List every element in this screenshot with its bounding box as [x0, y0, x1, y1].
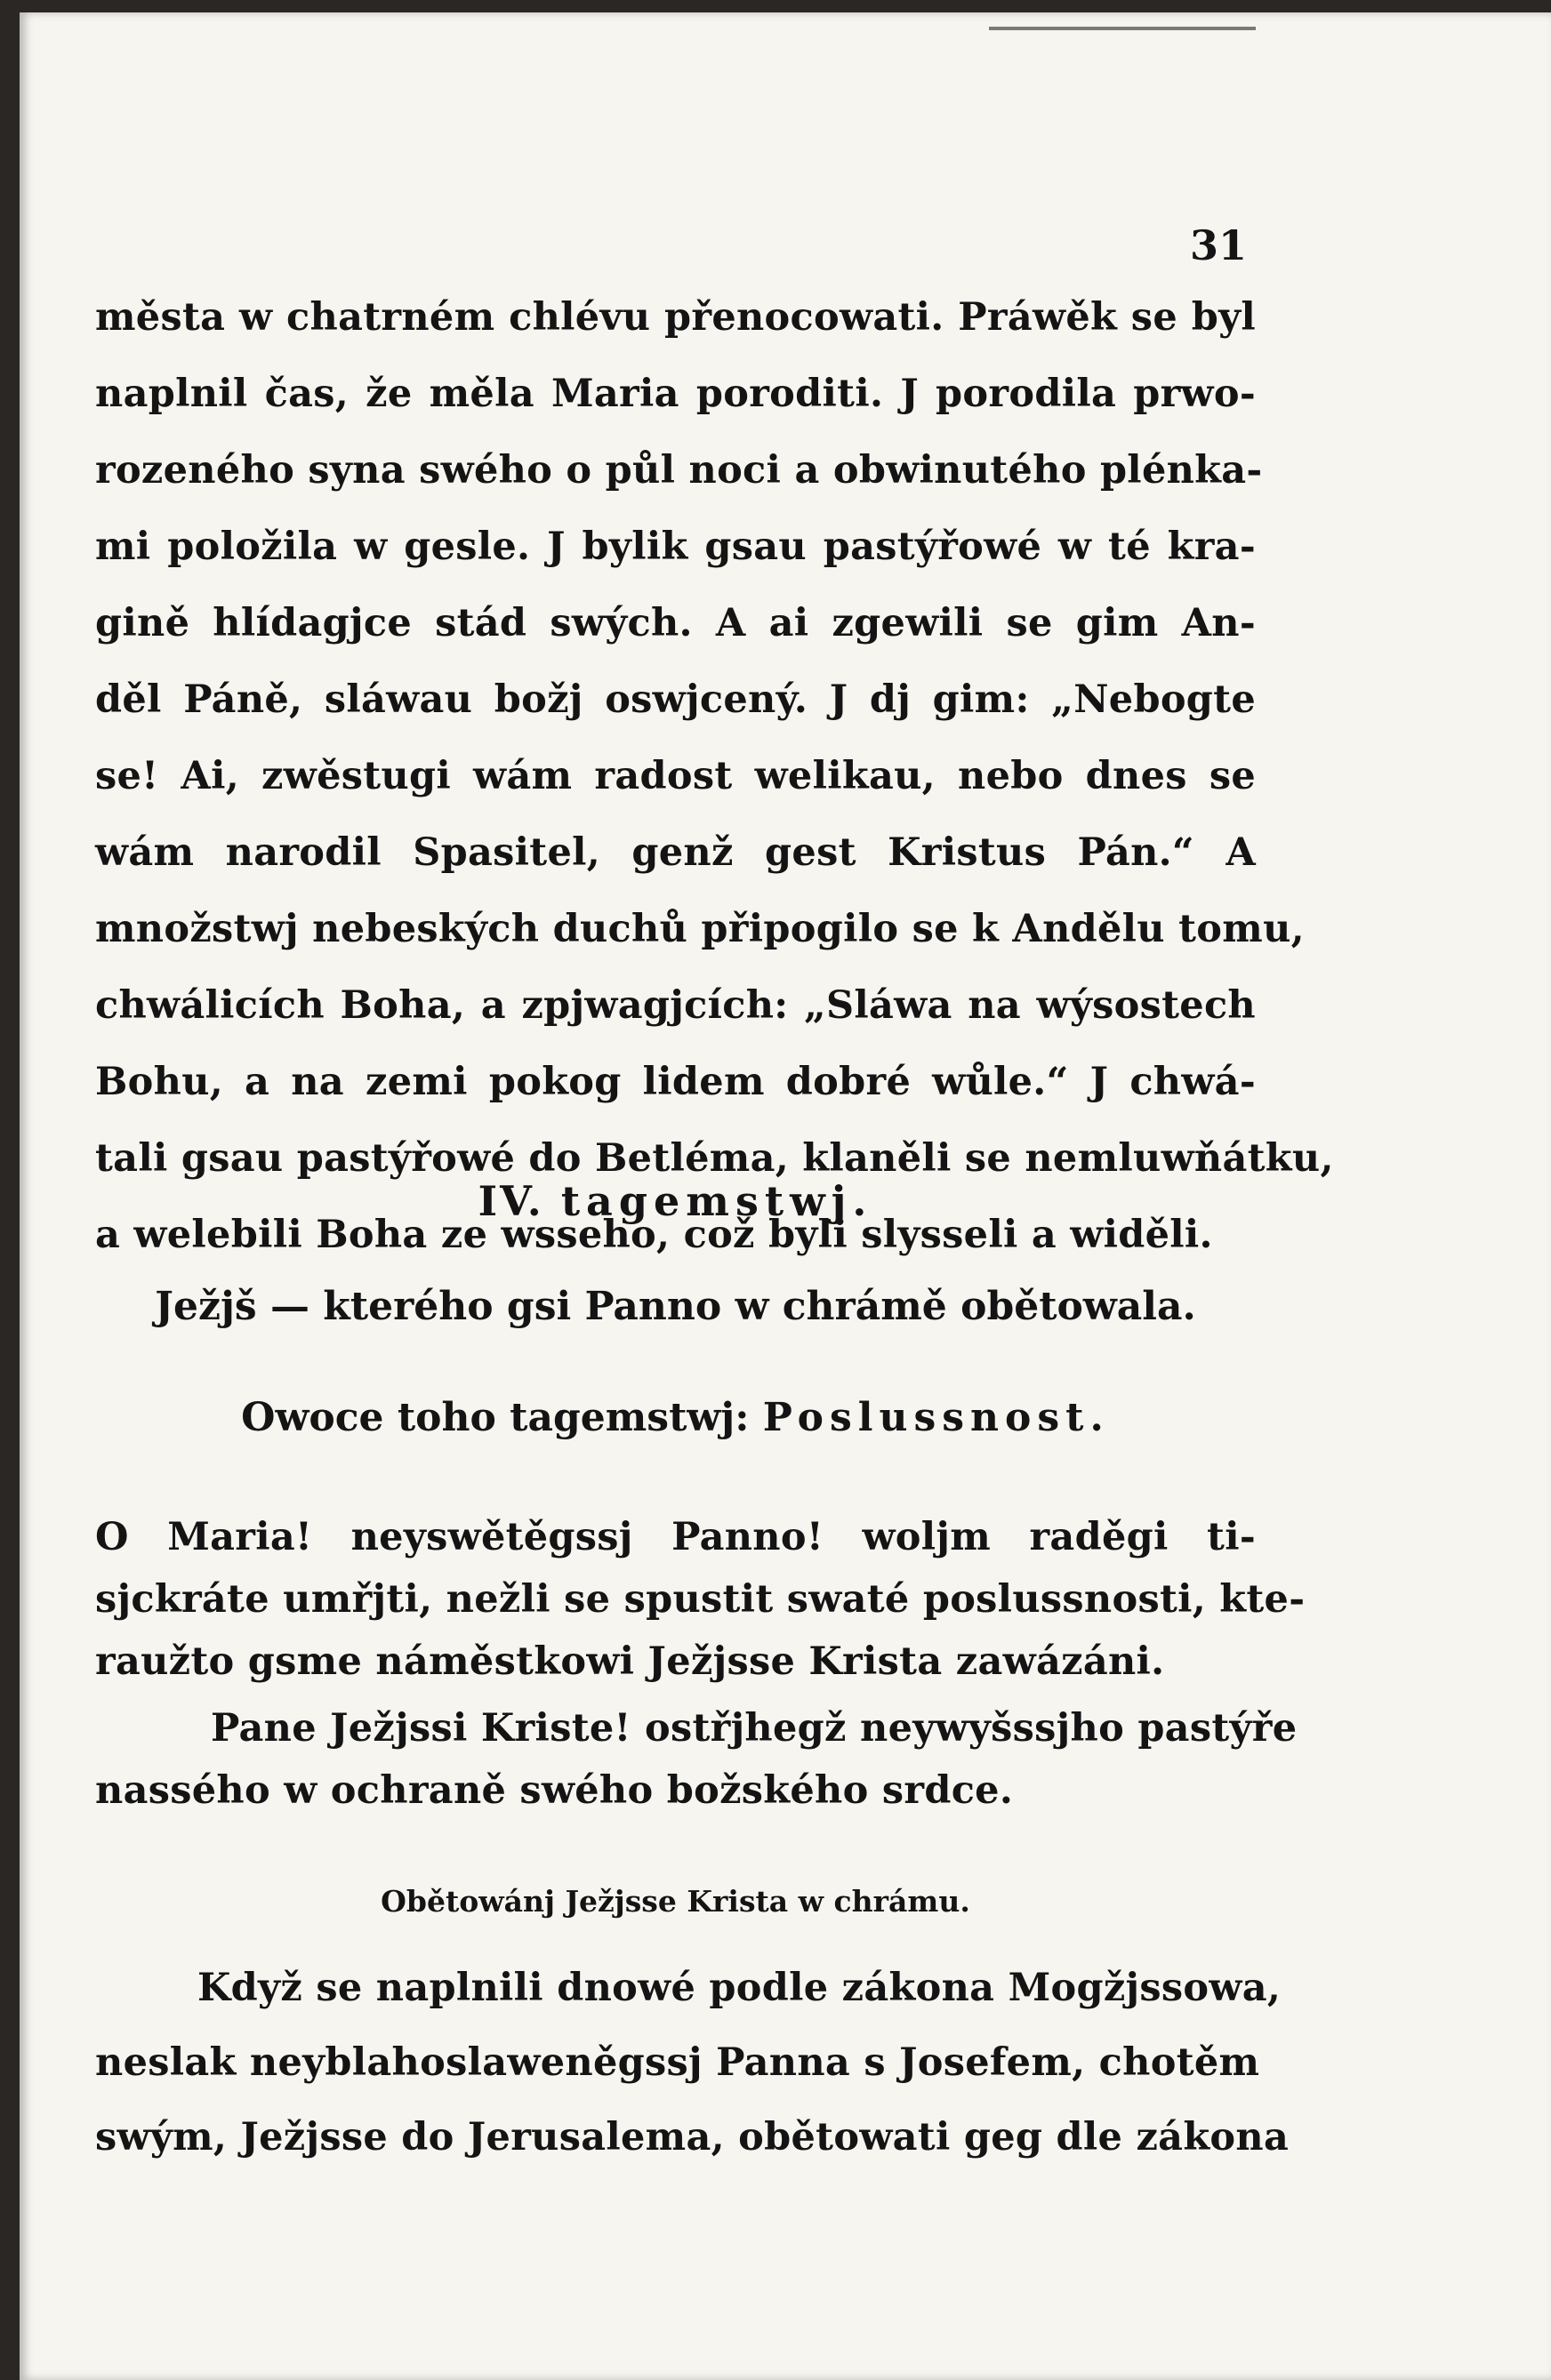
text-line: raužto gsme náměstkowi Ježjsse Krista zawázáni.: [95, 1639, 1165, 1684]
text-line: swým, Ježjsse do Jerusalema, obětowati geg dle zákona: [95, 2115, 1290, 2160]
text-line: chwálicích Boha, a zpjwagjcích: „Sláwa na wýsostech: [95, 983, 1256, 1028]
text-line: sjckráte umřjti, nežli se spustit swaté poslussnosti, kte-: [95, 1577, 1306, 1622]
text-line: množstwj nebeských duchů připogilo se k Andělu tomu,: [95, 907, 1305, 951]
text-line: O Maria! neyswětěgssj Panno! woljm raděgi ti-: [95, 1515, 1256, 1559]
prayer-to-christ: [95, 1697, 1298, 1822]
prayer-to-mary: [95, 1506, 1306, 1693]
page-edge-mark: [989, 27, 1256, 30]
section-title: tagemstwj.: [560, 1177, 873, 1225]
paragraph-nativity: [95, 279, 1334, 1273]
text-line: tali gsau pastýřowé do Betléma, klaněli se nemluwňátku,: [95, 1136, 1334, 1181]
fruit-label: Owoce toho tagemstwj:: [241, 1395, 750, 1440]
paragraph-presentation: [95, 1951, 1290, 2175]
text-line: a welebili Boha ze wsseho, což byli slysseli a widěli.: [95, 1213, 1213, 1257]
page-number: 31: [1189, 221, 1247, 269]
text-line: naplnil čas, že měla Maria poroditi. J porodila prwo-: [95, 372, 1256, 416]
fruit-value: Poslussnost.: [762, 1395, 1110, 1440]
section-heading: [95, 1177, 1256, 1225]
text-line: mi položila w gesle. J bylik gsau pastýřowé w té kra-: [95, 525, 1256, 569]
section-mystery-line: Ježjš — kterého gsi Panno w chrámě obětowala.: [155, 1284, 1196, 1329]
section-roman-numeral: IV.: [478, 1177, 544, 1225]
text-line: Pane Ježjssi Kriste! ostřjhegž neywyšssjho pastýře: [211, 1706, 1298, 1751]
text-line: Když se naplnili dnowé podle zákona Mogžjssowa,: [197, 1966, 1282, 2010]
text-line: gině hlídagjce stád swých. A ai zgewili se gim An-: [95, 601, 1256, 645]
text-line: se! Ai, zwěstugi wám radost welikau, nebo dnes se: [95, 754, 1256, 798]
text-line: rozeného syna swého o půl noci a obwinutého plénka-: [95, 448, 1263, 493]
text-line: Bohu, a na zemi pokog lidem dobré wůle.“ J chwá-: [95, 1060, 1256, 1104]
text-line: wám narodil Spasitel, genž gest Kristus Pán.“ A: [95, 830, 1256, 875]
text-line: neslak neyblahoslaweněgssj Panna s Josefem, chotěm: [95, 2040, 1260, 2085]
text-line: děl Páně, sláwau božj oswjcený. J dj gim: „Nebogte: [95, 677, 1256, 722]
section-fruit: [95, 1395, 1256, 1440]
text-line: nassého w ochraně swého božského srdce.: [95, 1768, 1014, 1813]
text-line: města w chatrném chlévu přenocowati. Práwěk se byl: [95, 295, 1256, 340]
book-page: [20, 12, 1551, 2380]
subheading-presentation: Obětowánj Ježjsse Krista w chrámu.: [381, 1884, 970, 1919]
